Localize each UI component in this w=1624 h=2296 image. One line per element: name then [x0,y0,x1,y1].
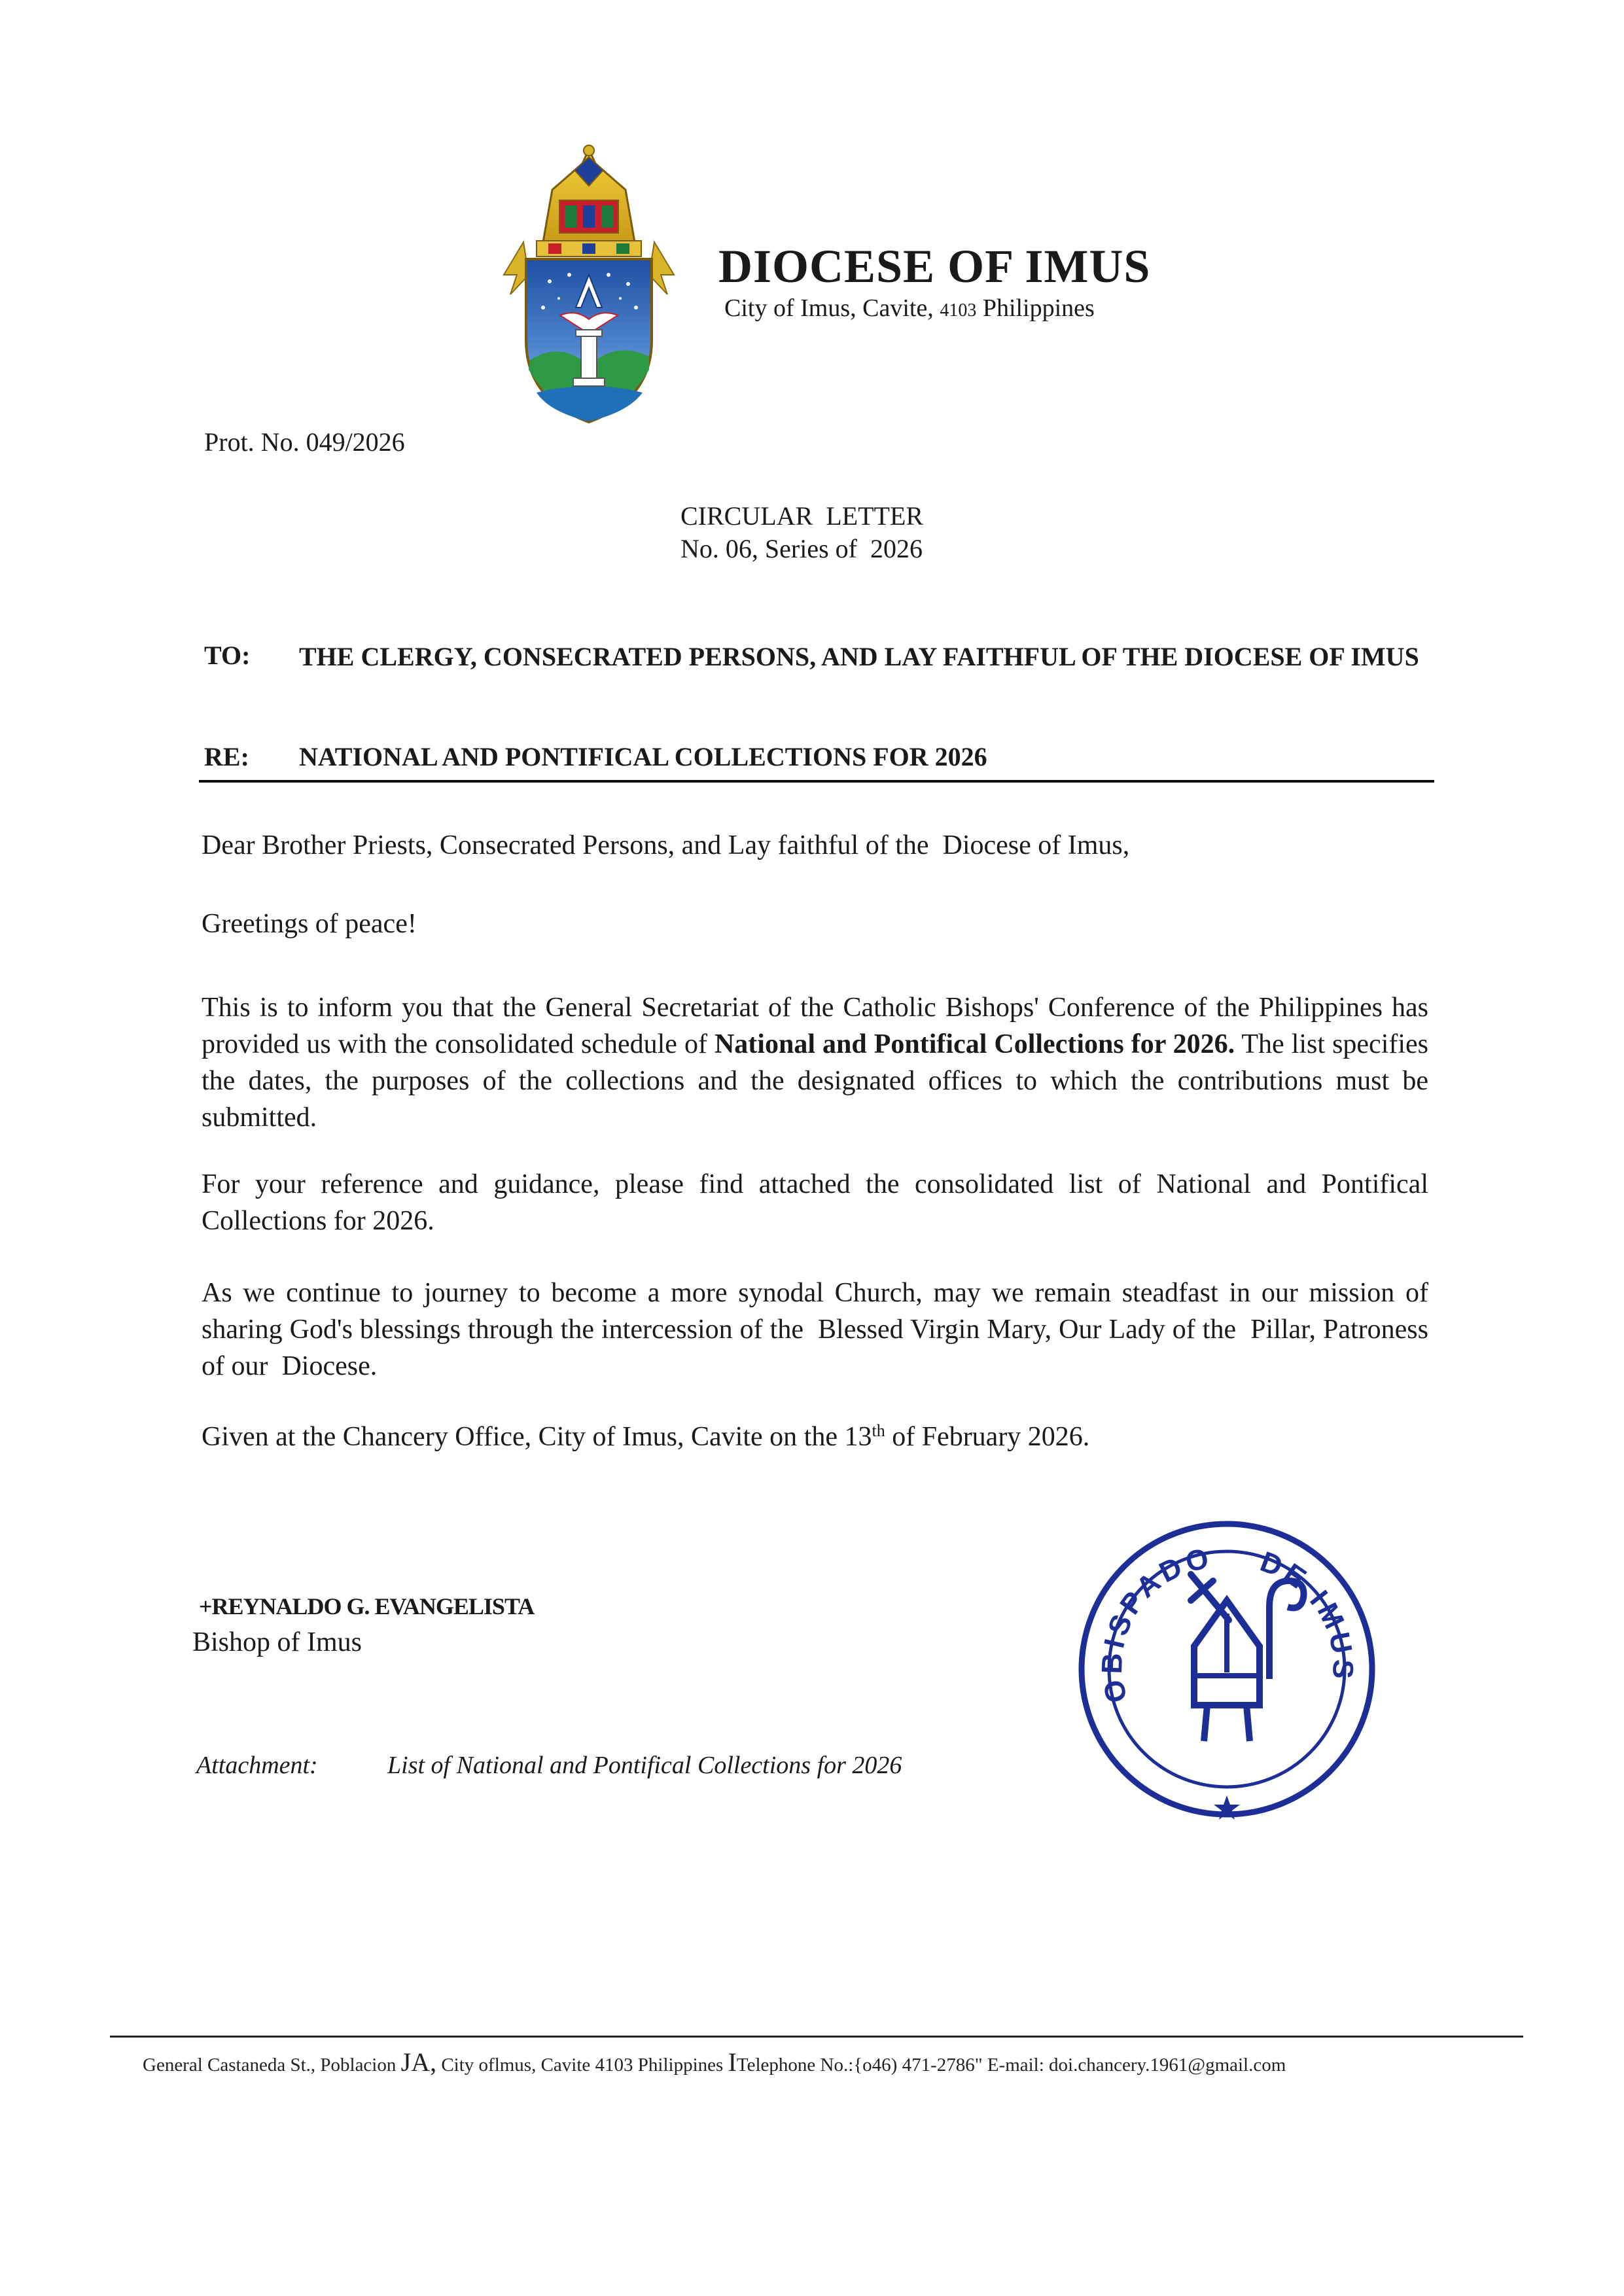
diocese-address [724,294,1095,323]
footer-divider [110,2036,1523,2038]
signatory-name: +REYNALDO G. EVANGELISTA [199,1593,535,1619]
to-label: TO: [204,641,251,670]
footer-street: General Castaneda St., Poblacion [143,2055,397,2075]
address-zip: 4103 [940,300,977,321]
re-subject: NATIONAL AND PONTIFICAL COLLECTIONS FOR 2026 [299,742,987,771]
body-paragraph-1 [202,989,1428,1136]
subject-divider [199,780,1434,783]
para1-text-a: This is to inform you that the General Secretariat of the Catholic Bishops' Conference of the Philippines has provided us with the consolidated schedule of [202,993,1428,1059]
body-paragraph-2: For your reference and guidance, please find attached the consolidated list of National and Pontifical Collections for 2026. [202,1169,1428,1236]
footer-telephone-email: Telephone No.:{o46) 471-2786" E-mail: doi.chancery.1961@gmail.com [736,2055,1286,2075]
diocese-crest [497,144,680,425]
to-recipients: THE CLERGY, CONSECRATED PERSONS, AND LAY FAITHFUL OF THE DIOCESE OF IMUS [299,642,1419,671]
circular-title: CIRCULAR LETTER [680,501,924,531]
re-label: RE: [204,742,249,771]
address-city: City of Imus, Cavite, [724,294,934,322]
episcopal-seal [1073,1515,1381,1823]
given-text-b: of February 2026. [885,1422,1090,1452]
given-text-a: Given at the Chancery Office, City of Imus, Cavite on the 13 [202,1422,872,1452]
body-paragraph-3: As we continue to journey to become a more synodal Church, may we remain steadfast in our mission of sharing God's blessings through the intercession of the Blessed Virgin Mary, Our Lady of the Pillar, Patroness of our Diocese. [202,1278,1436,1381]
footer-ja: JA, [400,2047,437,2077]
diocese-title: DIOCESE OF IMUS [718,240,1151,292]
para1-bold-text: National and Pontifical Collections for 2026. [714,1029,1235,1059]
svg-text:OBISPADO: OBISPADO [1095,1542,1215,1706]
given-at-line [202,1419,1428,1455]
signatory-title: Bishop of Imus [192,1627,362,1657]
attachment-label: Attachment: [196,1752,318,1779]
attachment-text: List of National and Pontifical Collections for 2026 [387,1752,902,1779]
greeting: Greetings of peace! [202,909,417,939]
diocesan-coat-of-arms-icon [497,144,680,425]
given-ordinal: th [872,1421,885,1440]
svg-text:DE IMUS: DE IMUS [1256,1545,1360,1684]
salutation: Dear Brother Priests, Consecrated Persons, and Lay faithful of the Diocese of Imus, [202,830,1130,860]
episcopal-seal-icon [1073,1515,1381,1823]
footer-separator: I [728,2047,737,2077]
circular-letter-heading [680,500,923,565]
address-country: Philippines [982,294,1095,322]
para1-text-b: The list specifies the dates, the purposes of the collections and the designated offices to which the contributions must be submitted. [202,1029,1429,1133]
footer-contact [143,2047,1286,2077]
protocol-number: Prot. No. 049/2026 [204,427,405,457]
footer-city: City oflmus, Cavite 4103 Philippines [441,2055,724,2075]
circular-number: No. 06, Series of 2026 [680,534,923,563]
